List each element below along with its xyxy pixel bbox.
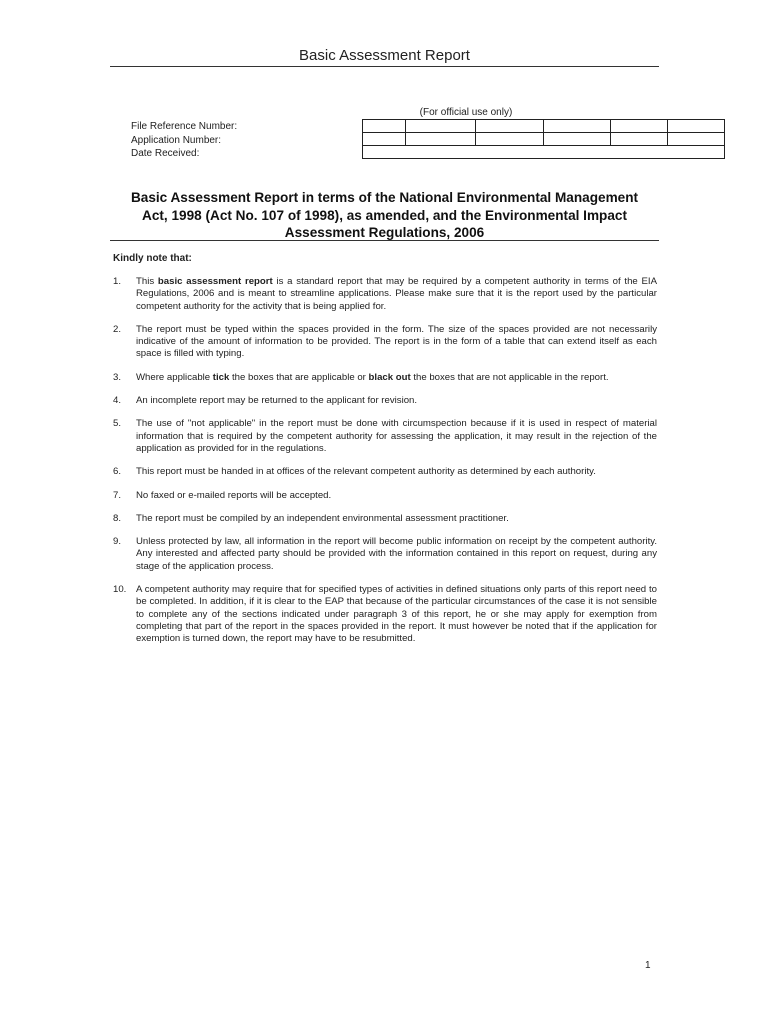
- note-item: [113, 490, 657, 502]
- note-text: No faxed or e-mailed reports will be accepted.: [136, 489, 332, 501]
- application-number-cell[interactable]: [476, 133, 544, 146]
- heading-divider: [110, 240, 659, 241]
- note-text: The report must be compiled by an independent environmental assessment practitioner.: [136, 512, 509, 524]
- note-item: [113, 536, 657, 573]
- note-text-segment: Where applicable: [136, 371, 213, 383]
- main-heading: [110, 189, 659, 242]
- file-reference-row: [363, 120, 725, 133]
- note-item: [113, 418, 657, 455]
- note-item: [113, 372, 657, 384]
- application-number-cell[interactable]: [668, 133, 725, 146]
- note-number: 6.: [113, 466, 122, 478]
- page-header-title: Basic Assessment Report: [299, 47, 470, 64]
- note-item: [113, 466, 657, 478]
- note-number: 1.: [113, 276, 122, 287]
- file-reference-cell[interactable]: [363, 120, 406, 133]
- note-text: Unless protected by law, all information in the report will become public information on receipt by the competent authority. Any interested and affected party should be provided with the information contained in this report on request, during any stage of the application process.: [136, 536, 657, 572]
- note-text-segment: the boxes that are not applicable in the report.: [410, 371, 609, 383]
- note-text: [136, 372, 657, 384]
- official-use-note: (For official use only): [419, 107, 513, 118]
- note-number: 10.: [113, 584, 127, 596]
- date-received-cell[interactable]: [363, 146, 725, 159]
- file-reference-cell[interactable]: [668, 120, 725, 133]
- note-text: A competent authority may require that for specified types of activities in defined situations only parts of this report need to be completed. In addition, if it is clear to the EAP that because of the particular circumstances of the case it is not sensible to complete any of the sections indicated under paragraph 3 of this report, he or she may apply for exemption from completing that part of the report in the spaces provided in the report. It must however be noted that if the application for exemption is turned down, the report may have to be resubmitted.: [136, 584, 657, 645]
- file-reference-cell[interactable]: [406, 120, 476, 133]
- note-bold-text: black out: [368, 371, 411, 383]
- reference-labels: [131, 120, 237, 161]
- note-text-segment: This: [136, 276, 158, 287]
- date-received-label: Date Received:: [131, 148, 200, 159]
- note-text: [136, 276, 657, 313]
- official-use-grid: [362, 119, 725, 159]
- application-number-label: Application Number:: [131, 134, 222, 146]
- file-reference-cell[interactable]: [544, 120, 611, 133]
- kindly-note-heading: Kindly note that:: [113, 253, 192, 264]
- main-heading-line: Basic Assessment Report in terms of the National Environmental Management: [130, 190, 639, 205]
- notes-list: [113, 276, 657, 657]
- note-number: 8.: [113, 512, 122, 524]
- note-text: This report must be handed in at offices of the relevant competent authority as determined by each authority.: [136, 466, 596, 478]
- note-item: [113, 395, 657, 407]
- note-text-segment: the boxes that are applicable or: [229, 371, 369, 383]
- note-text-segment: is a standard report that may be required by a competent authority in terms of the EIA Regulations, 2006 and is meant to streamline applications. Please make sure that it is the report used by the particular competent authority for the activity that is being applied for.: [136, 276, 657, 312]
- application-number-cell[interactable]: [611, 133, 668, 146]
- note-item: [113, 513, 657, 525]
- file-reference-cell[interactable]: [476, 120, 544, 133]
- note-number: 9.: [113, 536, 122, 548]
- note-text: The use of "not applicable" in the report must be done with circumspection because if it is used in respect of material information that is required by the competent authority for assessing the application, it may result in the rejection of the application as provided for in the regulations.: [136, 418, 657, 454]
- note-bold-text: tick: [212, 371, 230, 383]
- application-number-cell[interactable]: [544, 133, 611, 146]
- note-number: 3.: [113, 371, 122, 383]
- main-heading-line: Assessment Regulations, 2006: [284, 225, 485, 240]
- application-number-cell[interactable]: [406, 133, 476, 146]
- note-item: [113, 276, 657, 313]
- note-number: 4.: [113, 395, 122, 407]
- note-text: An incomplete report may be returned to the applicant for revision.: [136, 395, 418, 407]
- header-divider: [110, 66, 659, 67]
- note-item: [113, 584, 657, 645]
- application-number-row: [363, 133, 725, 146]
- date-received-row: [363, 146, 725, 159]
- note-text: The report must be typed within the spaces provided in the form. The size of the spaces provided are not necessarily indicative of the amount of information to be provided. The report is in the form of a table that can extend itself as each space is filled with typing.: [136, 323, 657, 360]
- file-reference-cell[interactable]: [611, 120, 668, 133]
- note-item: [113, 324, 657, 361]
- page-number: 1: [645, 960, 651, 971]
- file-reference-label: File Reference Number:: [131, 121, 238, 132]
- note-number: 7.: [113, 489, 122, 501]
- note-bold-text: basic assessment report: [157, 276, 273, 287]
- application-number-cell[interactable]: [363, 133, 406, 146]
- main-heading-line: Act, 1998 (Act No. 107 of 1998), as amended, and the Environmental Impact: [142, 207, 627, 223]
- note-number: 2.: [113, 323, 122, 335]
- note-number: 5.: [113, 418, 122, 430]
